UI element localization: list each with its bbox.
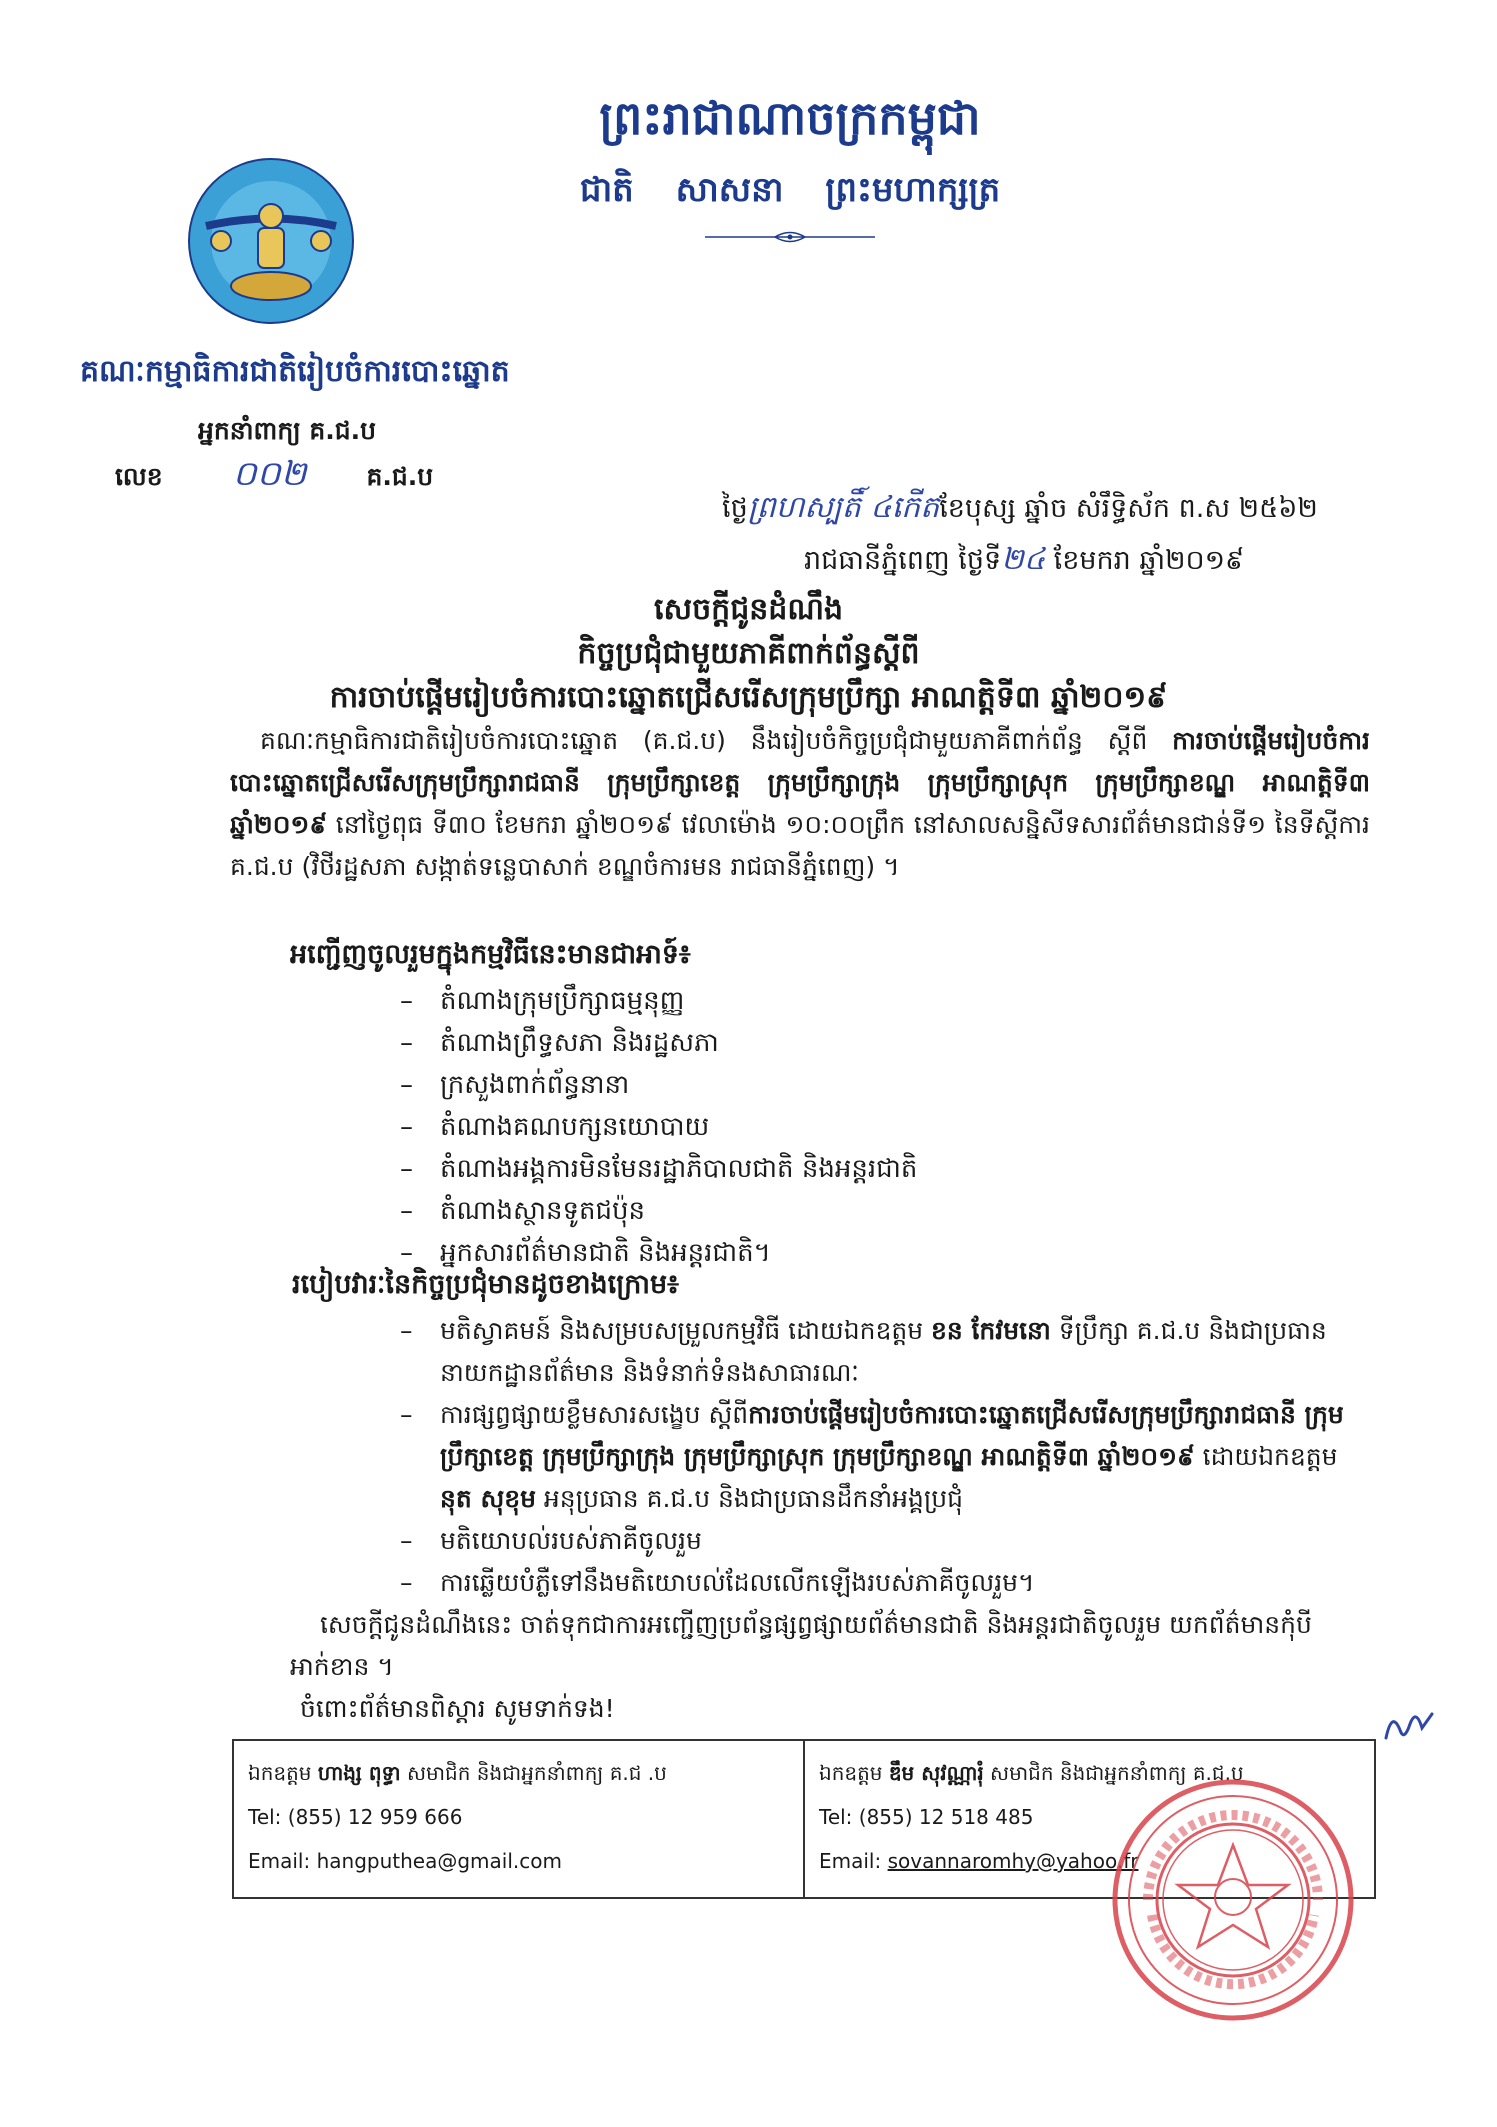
agenda-list <box>400 1310 1370 1604</box>
signature-icon <box>1378 1700 1438 1750</box>
invitees-list <box>400 980 917 1274</box>
intro-paragraph: គណៈកម្មាធិការជាតិរៀបចំការបោះឆ្នោត (គ.ជ.ប) នឹងរៀបចំកិច្ចប្រជុំជាមួយភាគីពាក់ព័ន្ធ ស្តីពី ការចាប់ផ្តើមរៀបចំការបោះឆ្នោតជ្រើសរើសក្រុមប្រឹក្សារាជធានី ក្រុមប្រឹក្សាខេត្ត ក្រុមប្រឹក្សាក្រុង ក្រុមប្រឹក្សាស្រុក ក្រុមប្រឹក្សាខណ្ឌ អាណត្តិទី៣ ឆ្នាំ២០១៩ នៅថ្ងៃពុធ ទី៣០ ខែមករា ឆ្នាំ២០១៩ វេលាម៉ោង ១០:០០ព្រឹក នៅសាលសន្និសីទសារព័ត៌មានជាន់ទី១ នៃទីស្តីការ គ.ជ.ប (វិថីរដ្ឋសភា សង្កាត់ទន្លេបាសាក់ ខណ្ឌចំការមន រាជធានីភ្នំពេញ) ។ <box>230 726 1370 881</box>
contact-email-line: Email: sovannaromhy@yahoo.fr <box>819 1849 1139 1873</box>
list-item: – ការផ្សព្វផ្សាយខ្លឹមសារសង្ខេប ស្តីពីការចាប់ផ្តើមរៀបចំការបោះឆ្នោតជ្រើសរើសក្រុមប្រឹក្សារាជធានី ក្រុមប្រឹក្សាខេត្ត ក្រុមប្រឹក្សាក្រុង ក្រុមប្រឹក្សាស្រុក ក្រុមប្រឹក្សាខណ្ឌ អាណត្តិទី៣ ឆ្នាំ២០១៩ ដោយឯកឧត្តម នុត សុខុម អនុប្រធាន គ.ជ.ប និងជាប្រធានដឹកនាំអង្គប្រជុំ <box>400 1400 1344 1513</box>
contact-name-line: ឯកឧត្តម ឌឹម សុវណ្ណារុំ សមាជិក និងជាអ្នកនាំពាក្យ គ.ជ.ប <box>819 1761 1244 1785</box>
reference-line <box>115 452 433 502</box>
invitees-heading: អញ្ជើញចូលរួមក្នុងកម្មវិធីនេះមានជាអាទ៍៖ <box>290 939 691 970</box>
kingdom-title: ព្រះរាជាណាចក្រកម្ពុជា <box>599 91 981 145</box>
ref-number: ០០២ <box>232 454 307 494</box>
contact-tel: Tel: (855) 12 959 666 <box>248 1805 463 1829</box>
list-item: – តំណាងក្រុមប្រឹក្សាធម្មនុញ្ញ <box>400 986 685 1016</box>
notice-subtitle: កិច្ចប្រជុំជាមួយភាគីពាក់ព័ន្ធស្តីពី <box>577 636 920 671</box>
spokesperson-office: អ្នកនាំពាក្យ គ.ជ.ប <box>198 416 376 445</box>
solar-date-handwritten: ២៤ <box>1001 542 1046 577</box>
list-item: – មតិយោបល់របស់ភាគីចូលរួម <box>400 1526 702 1555</box>
lunar-date-handwritten: ព្រហស្បតិ៍ ៤កើត <box>747 490 940 525</box>
closing-paragraph: សេចក្តីជូនដំណឹងនេះ ចាត់ទុកជាការអញ្ជើញប្រព័ន្ធផ្សព្វផ្សាយព័ត៌មានជាតិ និងអន្តរជាតិចូលរួម យកព័ត៌មានកុំបីអាក់ខាន ។ <box>290 1610 1312 1681</box>
list-item: – ការឆ្លើយបំភ្លឺទៅនឹងមតិយោបល់ដែលលើកឡើងរបស់ភាគីចូលរួម។ <box>400 1568 1035 1597</box>
list-item: – អ្នកសារព័ត៌មានជាតិ និងអន្តរជាតិ។ <box>400 1238 771 1268</box>
solar-date: រាជធានីភ្នំពេញ ថ្ងៃទី២៤ ខែមករា ឆ្នាំ២០១៩ <box>804 542 1245 577</box>
red-official-seal-icon <box>1108 1775 1358 2025</box>
lunar-date: ថ្ងៃព្រហស្បតិ៍ ៤កើតខែបុស្ស ឆ្នាំច សំរឹទ្ធិស័ក ព.ស ២៥៦២ <box>722 490 1318 525</box>
contact-email[interactable]: hangputhea@gmail.com <box>316 1849 562 1873</box>
agenda-heading: របៀបវារៈនៃកិច្ចប្រជុំមានដូចខាងក្រោម៖ <box>292 1269 680 1300</box>
list-item: – មតិស្វាគមន៍ និងសម្របសម្រួលកម្មវិធី ដោយឯកឧត្តម ខន កែវមនោ ទីប្រឹក្សា គ.ជ.ប និងជាប្រធាននាយកដ្ឋានព័ត៌មាន និងទំនាក់ទំនងសាធារណៈ <box>400 1316 1327 1387</box>
contact-name: ហាង្ស ពុទ្ធា <box>317 1761 401 1785</box>
ref-label: លេខ <box>115 462 163 491</box>
list-item: – តំណាងស្ថានទូតជប៉ុន <box>400 1196 646 1226</box>
list-item: – តំណាងព្រឹទ្ធសភា និងរដ្ឋសភា <box>400 1028 719 1058</box>
intro-bold-topic: ការចាប់ផ្តើមរៀបចំការបោះឆ្នោតជ្រើសរើសក្រុមប្រឹក្សារាជធានី ក្រុមប្រឹក្សាខេត្ត ក្រុមប្រឹក្សាក្រុង ក្រុមប្រឹក្សាស្រុក ក្រុមប្រឹក្សាខណ្ឌ អាណត្តិទី៣ ឆ្នាំ២០១៩ <box>230 726 1370 839</box>
contact-card <box>234 1741 803 1897</box>
contact-name-line: ឯកឧត្តម ហាង្ស ពុទ្ធា សមាជិក និងជាអ្នកនាំពាក្យ គ.ជ .ប <box>248 1761 667 1785</box>
ornament-divider-icon <box>705 230 875 244</box>
national-motto: ជាតិ សាសនា ព្រះមហាក្សត្រ <box>579 170 1001 210</box>
contact-tel: Tel: (855) 12 518 485 <box>819 1805 1034 1829</box>
list-item: – តំណាងអង្គការមិនមែនរដ្ឋាភិបាលជាតិ និងអន្តរជាតិ <box>400 1154 918 1184</box>
regards-line: ចំពោះព័ត៌មានពិស្តារ សូមទាក់ទង! <box>300 1694 615 1723</box>
list-item: – ក្រសួងពាក់ព័ន្ធនានា <box>400 1070 630 1100</box>
ref-suffix: គ.ជ.ប <box>366 462 434 491</box>
list-item: – តំណាងគណបក្សនយោបាយ <box>400 1112 710 1142</box>
notice-title: សេចក្តីជូនដំណឹង <box>654 592 843 627</box>
contact-name: ឌឹម សុវណ្ណារុំ <box>888 1761 984 1785</box>
notice-topic: ការចាប់ផ្តើមរៀបចំការបោះឆ្នោតជ្រើសរើសក្រុមប្រឹក្សា អាណត្តិទី៣ ឆ្នាំ២០១៩ <box>329 680 1168 715</box>
committee-name: គណៈកម្មាធិការជាតិរៀបចំការបោះឆ្នោត <box>80 354 510 389</box>
contact-email-line: Email: hangputhea@gmail.com <box>248 1849 562 1873</box>
contact-email[interactable]: sovannaromhy@yahoo.fr <box>887 1849 1139 1873</box>
nec-emblem-icon <box>186 156 356 326</box>
